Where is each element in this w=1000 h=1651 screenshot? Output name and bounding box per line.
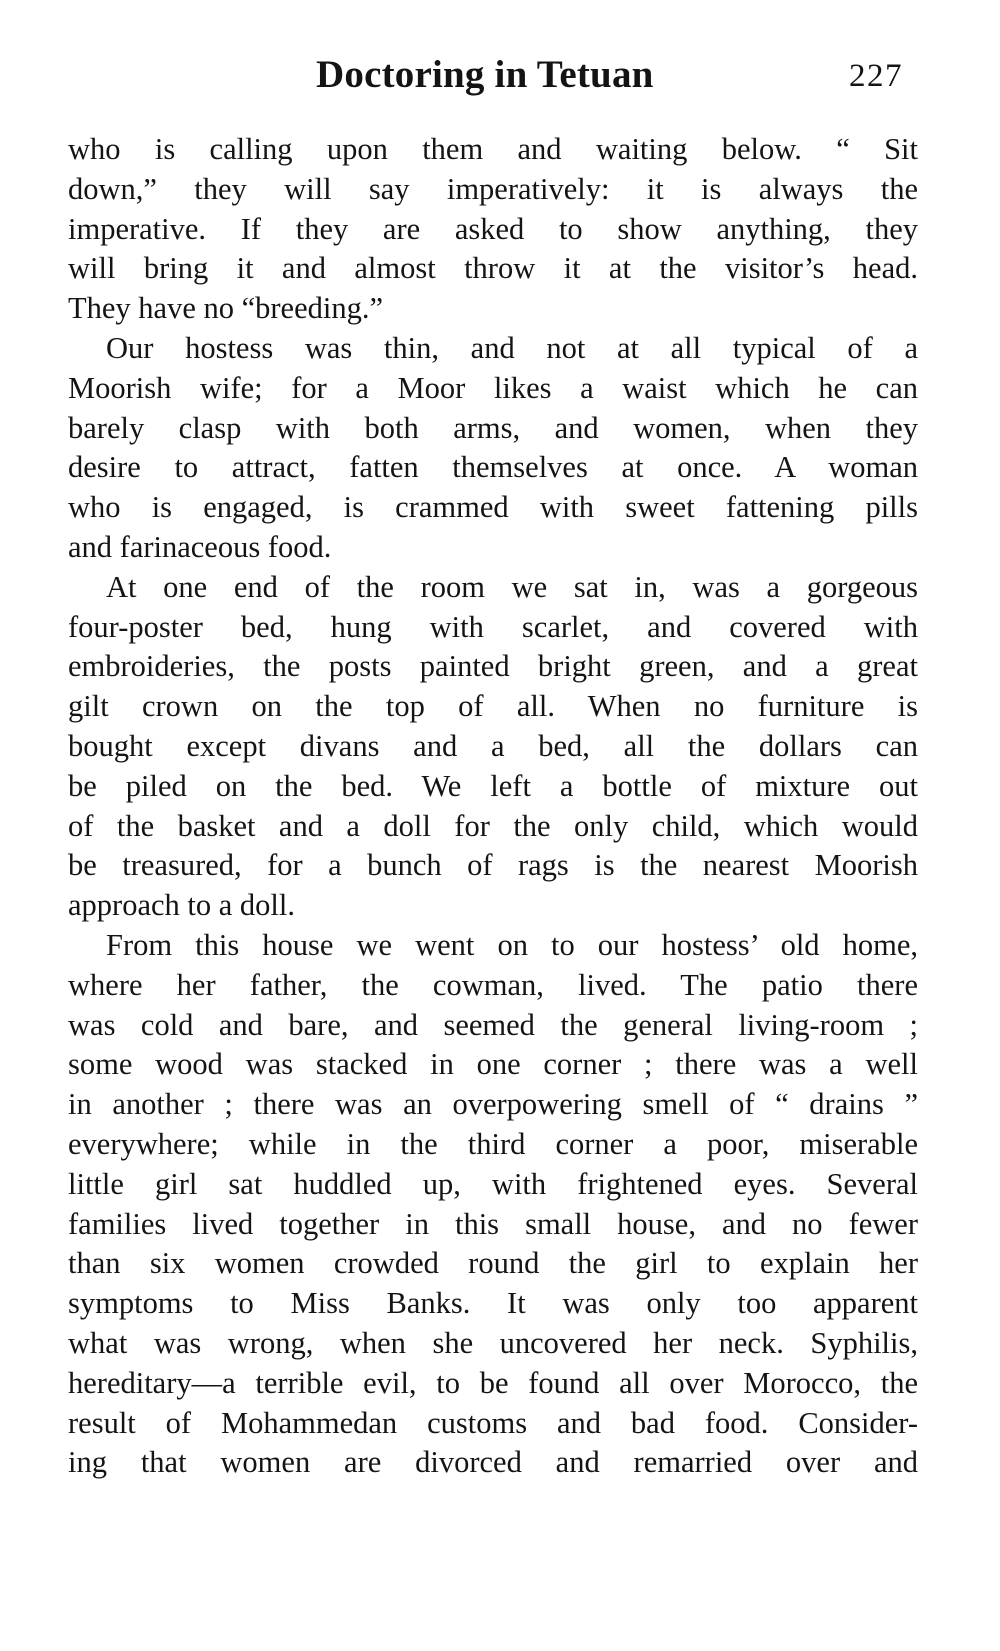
text-line: symptoms to Miss Banks. It was only too apparent bbox=[68, 1286, 918, 1321]
text-line: embroideries, the posts painted bright green, and a great bbox=[68, 649, 918, 684]
paragraph-1 bbox=[68, 130, 918, 329]
text-line: Our hostess was thin, and not at all typical of a bbox=[106, 330, 918, 365]
text-line: four-poster bed, hung with scarlet, and covered with bbox=[68, 609, 918, 644]
body-text bbox=[68, 130, 918, 1483]
text-line: who is engaged, is crammed with sweet fattening pills bbox=[68, 490, 918, 525]
text-line: some wood was stacked in one corner ; there was a well bbox=[68, 1047, 918, 1082]
text-line: will bring it and almost throw it at the visitor’s head. bbox=[68, 251, 918, 286]
text-line: gilt crown on the top of all. When no furniture is bbox=[68, 689, 918, 724]
text-line: desire to attract, fatten themselves at once. A woman bbox=[68, 450, 918, 485]
text-line: result of Mohammedan customs and bad food. Consider- bbox=[68, 1405, 918, 1440]
paragraph-3 bbox=[68, 568, 918, 926]
text-line: of the basket and a doll for the only child, which would bbox=[68, 808, 918, 843]
text-line: bought except divans and a bed, all the dollars can bbox=[68, 728, 918, 763]
text-line: who is calling upon them and waiting below. “ Sit bbox=[68, 132, 918, 166]
text-line: imperative. If they are asked to show anything, they bbox=[68, 211, 918, 246]
text-line: ing that women are divorced and remarried over and bbox=[68, 1445, 918, 1480]
text-line: barely clasp with both arms, and women, when they bbox=[68, 410, 918, 445]
text-line: and farinaceous food. bbox=[68, 529, 332, 564]
text-line: everywhere; while in the third corner a poor, miserable bbox=[68, 1126, 918, 1161]
paragraph-2 bbox=[68, 329, 918, 568]
text-line: than six women crowded round the girl to explain her bbox=[68, 1246, 918, 1281]
running-title: Doctoring in Tetuan bbox=[316, 53, 654, 96]
text-line: families lived together in this small house, and no fewer bbox=[68, 1206, 918, 1241]
text-line: hereditary—a terrible evil, to be found all over Morocco, the bbox=[68, 1365, 918, 1400]
text-line: was cold and bare, and seemed the general living-room ; bbox=[68, 1007, 918, 1042]
text-line: down,” they will say imperatively: it is always the bbox=[68, 171, 918, 206]
text-line: Moorish wife; for a Moor likes a waist which he can bbox=[68, 370, 918, 405]
text-line: what was wrong, when she uncovered her neck. Syphilis, bbox=[68, 1325, 918, 1360]
paragraph-4 bbox=[68, 926, 918, 1483]
text-line: be treasured, for a bunch of rags is the nearest Moorish bbox=[68, 848, 918, 883]
text-line: little girl sat huddled up, with frightened eyes. Several bbox=[68, 1166, 918, 1201]
text-line: At one end of the room we sat in, was a gorgeous bbox=[106, 569, 918, 604]
text-line: be piled on the bed. We left a bottle of mixture out bbox=[68, 768, 918, 803]
text-line: where her father, the cowman, lived. The patio there bbox=[68, 967, 918, 1002]
text-line: in another ; there was an overpowering smell of “ drains ” bbox=[68, 1087, 918, 1122]
text-line: They have no “breeding.” bbox=[68, 291, 384, 326]
text-line: From this house we went on to our hostess’ old home, bbox=[106, 927, 918, 962]
text-line: approach to a doll. bbox=[68, 888, 295, 923]
page-number: 227 bbox=[849, 58, 903, 94]
